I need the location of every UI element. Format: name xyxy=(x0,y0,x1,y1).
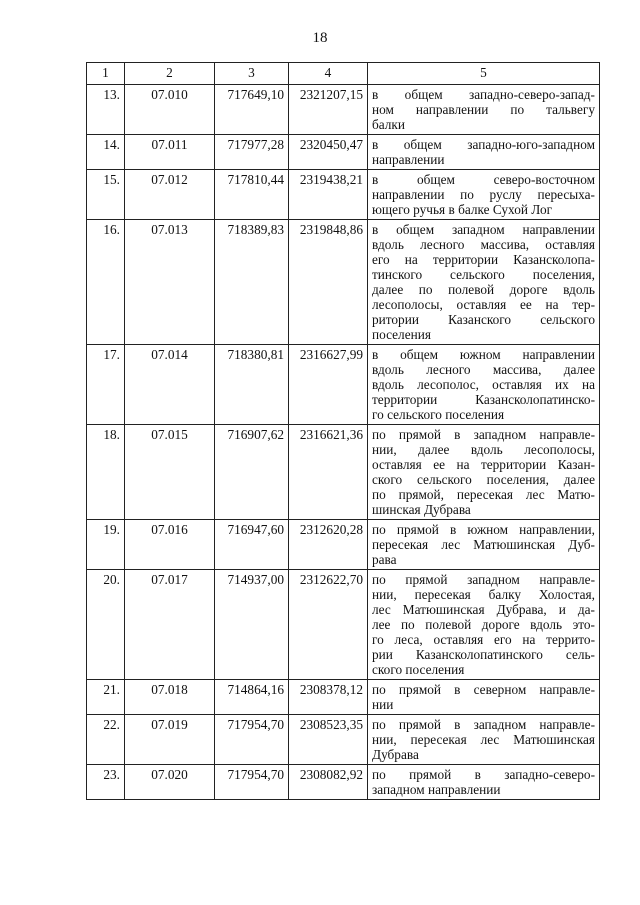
row-number-cell: 14. xyxy=(87,135,125,170)
description-line: далее по полевой дороге вдоль xyxy=(372,282,595,297)
description-line: по прямой в западном направле- xyxy=(372,717,595,732)
description-line: пересекая лес Матюшинская Дуб- xyxy=(372,537,595,552)
description-line: по прямой в северном направле- xyxy=(372,682,595,697)
description-cell xyxy=(368,715,600,765)
description-cell xyxy=(368,220,600,345)
row-number-cell: 16. xyxy=(87,220,125,345)
row-number-cell: 18. xyxy=(87,425,125,520)
column-header: 2 xyxy=(125,63,215,85)
boundary-table xyxy=(86,62,600,800)
description-cell xyxy=(368,680,600,715)
description-line: го сельского поселения xyxy=(372,407,505,422)
x-coordinate-cell: 714864,16 xyxy=(215,680,289,715)
table-row xyxy=(87,135,600,170)
x-coordinate-cell: 717977,28 xyxy=(215,135,289,170)
point-code-cell: 07.011 xyxy=(125,135,215,170)
x-coordinate-cell: 716947,60 xyxy=(215,520,289,570)
description-line: лесополосы, оставляя ее на тер- xyxy=(372,297,595,312)
description-line: в общем северо-восточном xyxy=(372,172,595,187)
description-line: направлении xyxy=(372,152,445,167)
description-cell xyxy=(368,345,600,425)
point-code-cell: 07.010 xyxy=(125,85,215,135)
description-cell xyxy=(368,85,600,135)
description-line: вдоль лесного массива, оставляя xyxy=(372,237,595,252)
description-line: в общем южном направлении xyxy=(372,347,595,362)
y-coordinate-cell: 2320450,47 xyxy=(289,135,368,170)
table-header-row xyxy=(87,63,600,85)
y-coordinate-cell: 2308523,35 xyxy=(289,715,368,765)
description-line: территории Казансколопатинско- xyxy=(372,392,595,407)
point-code-cell: 07.019 xyxy=(125,715,215,765)
table-row xyxy=(87,425,600,520)
description-line: Дубрава xyxy=(372,747,419,762)
description-line: направлении по руслу пересыха- xyxy=(372,187,595,202)
description-line: ского поселения xyxy=(372,662,465,677)
description-line: рии Казансколопатинского сель- xyxy=(372,647,595,662)
column-header: 4 xyxy=(289,63,368,85)
table-row xyxy=(87,765,600,800)
table-row xyxy=(87,85,600,135)
description-cell xyxy=(368,170,600,220)
description-line: по прямой в западном направле- xyxy=(372,427,595,442)
table-row xyxy=(87,680,600,715)
point-code-cell: 07.015 xyxy=(125,425,215,520)
x-coordinate-cell: 717649,10 xyxy=(215,85,289,135)
x-coordinate-cell: 718389,83 xyxy=(215,220,289,345)
description-line: по прямой, пересекая лес Матю- xyxy=(372,487,595,502)
point-code-cell: 07.012 xyxy=(125,170,215,220)
description-line: нии, далее вдоль лесополосы, xyxy=(372,442,595,457)
row-number-cell: 21. xyxy=(87,680,125,715)
point-code-cell: 07.017 xyxy=(125,570,215,680)
point-code-cell: 07.018 xyxy=(125,680,215,715)
description-line: ющего ручья в балке Сухой Лог xyxy=(372,202,553,217)
description-line: вдоль лесного массива, далее xyxy=(372,362,595,377)
table-row xyxy=(87,520,600,570)
row-number-cell: 17. xyxy=(87,345,125,425)
row-number-cell: 22. xyxy=(87,715,125,765)
description-line: западном направлении xyxy=(372,782,501,797)
description-cell xyxy=(368,570,600,680)
description-line: шинская Дубрава xyxy=(372,502,471,517)
description-line: в общем западном направлении xyxy=(372,222,595,237)
description-line: поселения xyxy=(372,327,431,342)
point-code-cell: 07.014 xyxy=(125,345,215,425)
description-cell xyxy=(368,135,600,170)
y-coordinate-cell: 2319438,21 xyxy=(289,170,368,220)
description-cell xyxy=(368,520,600,570)
y-coordinate-cell: 2308082,92 xyxy=(289,765,368,800)
column-header: 3 xyxy=(215,63,289,85)
description-line: ритории Казанского сельского xyxy=(372,312,595,327)
description-line: вдоль лесополос, оставляя их на xyxy=(372,377,595,392)
x-coordinate-cell: 714937,00 xyxy=(215,570,289,680)
row-number-cell: 15. xyxy=(87,170,125,220)
y-coordinate-cell: 2308378,12 xyxy=(289,680,368,715)
description-line: по прямой в южном направлении, xyxy=(372,522,595,537)
page-number: 18 xyxy=(312,30,328,46)
description-line: лее по полевой дороге вдоль это- xyxy=(372,617,595,632)
description-line: нии, пересекая балку Холостая, xyxy=(372,587,595,602)
table-row xyxy=(87,345,600,425)
point-code-cell: 07.020 xyxy=(125,765,215,800)
x-coordinate-cell: 717810,44 xyxy=(215,170,289,220)
table-row xyxy=(87,170,600,220)
description-line: балки xyxy=(372,117,405,132)
y-coordinate-cell: 2319848,86 xyxy=(289,220,368,345)
y-coordinate-cell: 2312622,70 xyxy=(289,570,368,680)
y-coordinate-cell: 2316627,99 xyxy=(289,345,368,425)
row-number-cell: 20. xyxy=(87,570,125,680)
x-coordinate-cell: 717954,70 xyxy=(215,715,289,765)
description-line: нии, пересекая лес Матюшинская xyxy=(372,732,595,747)
row-number-cell: 19. xyxy=(87,520,125,570)
point-code-cell: 07.016 xyxy=(125,520,215,570)
description-line: по прямой западном направле- xyxy=(372,572,595,587)
description-line: рава xyxy=(372,552,397,567)
row-number-cell: 13. xyxy=(87,85,125,135)
description-line: оставляя ее на территории Казан- xyxy=(372,457,595,472)
description-line: его на территории Казансколопа- xyxy=(372,252,595,267)
description-line: ского сельского поселения, далее xyxy=(372,472,595,487)
description-cell xyxy=(368,425,600,520)
description-line: тинского сельского поселения, xyxy=(372,267,595,282)
x-coordinate-cell: 717954,70 xyxy=(215,765,289,800)
description-line: в общем западно-юго-западном xyxy=(372,137,595,152)
x-coordinate-cell: 718380,81 xyxy=(215,345,289,425)
table-row xyxy=(87,715,600,765)
y-coordinate-cell: 2316621,36 xyxy=(289,425,368,520)
column-header: 5 xyxy=(368,63,600,85)
x-coordinate-cell: 716907,62 xyxy=(215,425,289,520)
row-number-cell: 23. xyxy=(87,765,125,800)
description-line: го леса, оставляя его на террито- xyxy=(372,632,595,647)
description-line: по прямой в западно-северо- xyxy=(372,767,595,782)
table-row xyxy=(87,220,600,345)
y-coordinate-cell: 2321207,15 xyxy=(289,85,368,135)
table-row xyxy=(87,570,600,680)
y-coordinate-cell: 2312620,28 xyxy=(289,520,368,570)
description-line: ном направлении по тальвегу xyxy=(372,102,595,117)
description-line: в общем западно-северо-запад- xyxy=(372,87,595,102)
description-line: лес Матюшинская Дубрава, и да- xyxy=(372,602,595,617)
point-code-cell: 07.013 xyxy=(125,220,215,345)
description-cell xyxy=(368,765,600,800)
description-line: нии xyxy=(372,697,394,712)
column-header: 1 xyxy=(87,63,125,85)
